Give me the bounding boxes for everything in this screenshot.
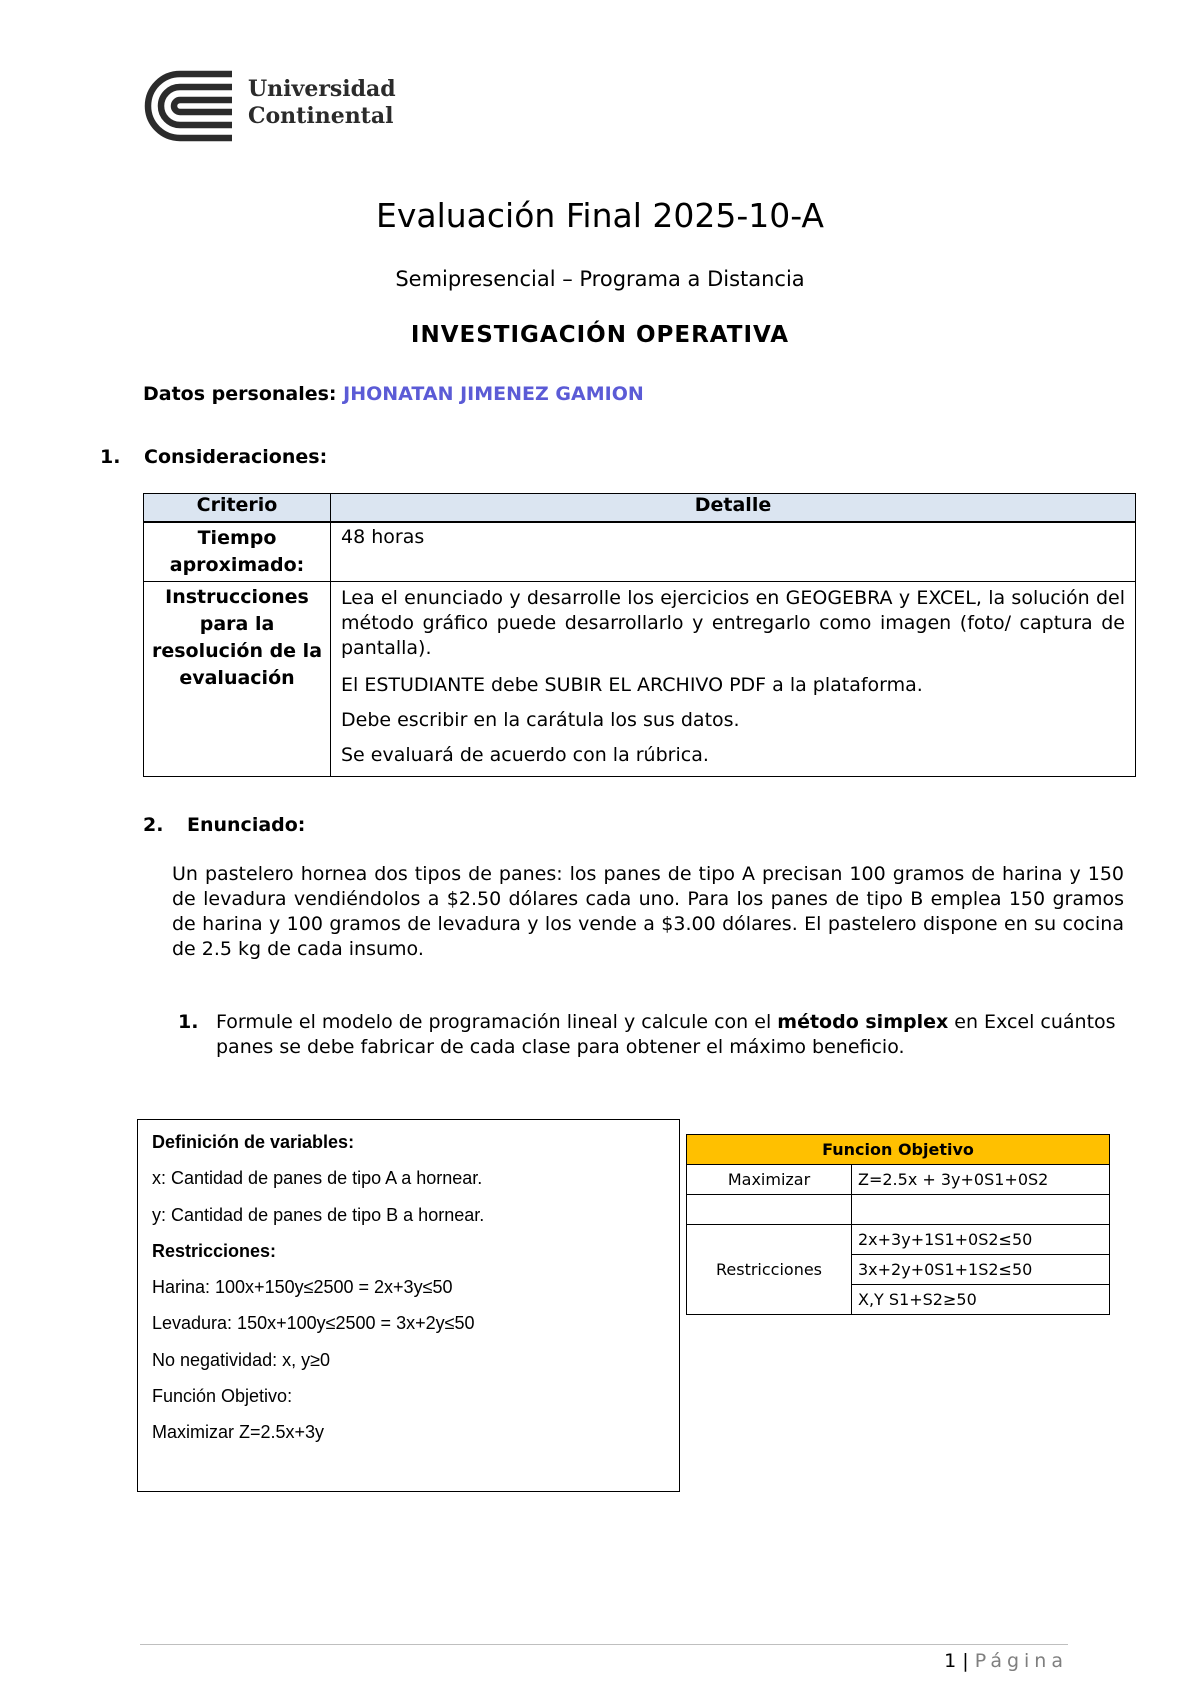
restrictions-title: Restricciones:	[152, 1240, 277, 1261]
section-title: Consideraciones:	[144, 446, 328, 468]
restrictions-label: Restricciones	[687, 1225, 852, 1315]
empty-cell	[687, 1195, 852, 1225]
question-1	[178, 1010, 1124, 1060]
restriction-harina: Harina: 100x+150y≤2500 = 2x+3y≤50	[152, 1277, 453, 1298]
detalle-cell	[331, 581, 1136, 776]
restriction-levadura: Levadura: 150x+100y≤2500 = 3x+2y≤50	[152, 1313, 475, 1334]
table-row	[144, 581, 1136, 776]
page-footer	[930, 1650, 1068, 1672]
logo-line-2: Continental	[248, 103, 394, 129]
section-consideraciones	[100, 446, 327, 468]
page-title: Evaluación Final 2025-10-A	[376, 196, 824, 235]
criterio-cell: Instrucciones para la resolución de la evaluación	[144, 581, 331, 776]
header-criterio: Criterio	[144, 494, 331, 522]
header-detalle: Detalle	[331, 494, 1136, 522]
detalle-paragraph: Lea el enunciado y desarrolle los ejercicios en GEOGEBRA y EXCEL, la solución del método gráfico puede desarrollarlo y entregarlo como imagen (foto/ captura de pantalla).	[341, 586, 1125, 659]
empty-cell	[852, 1195, 1110, 1225]
question-text-part: Formule el modelo de programación lineal y calcule con el	[216, 1011, 778, 1033]
table-row	[687, 1165, 1110, 1195]
detalle-paragraph: El ESTUDIANTE debe SUBIR EL ARCHIVO PDF a la plataforma.	[341, 673, 923, 696]
personal-label: Datos personales:	[143, 383, 337, 405]
fo-header: Funcion Objetivo	[687, 1135, 1110, 1165]
criterio-cell: Tiempo aproximado:	[144, 522, 331, 582]
section-enunciado	[143, 814, 305, 836]
footer-separator: |	[962, 1650, 969, 1672]
logo-mark-icon	[142, 70, 238, 142]
maximize-value: Z=2.5x + 3y+0S1+0S2	[852, 1165, 1110, 1195]
question-number: 1.	[178, 1011, 199, 1033]
table-row	[687, 1225, 1110, 1255]
fo-header-row	[687, 1135, 1110, 1165]
logo-text	[248, 76, 396, 130]
maximize-label: Maximizar	[687, 1165, 852, 1195]
footer-divider	[140, 1644, 1068, 1645]
page-label: Página	[974, 1650, 1068, 1672]
objective-title: Función Objetivo:	[152, 1386, 293, 1407]
table-row	[687, 1195, 1110, 1225]
detalle-paragraph: Debe escribir en la carátula los sus datos.	[341, 708, 740, 731]
section-title: Enunciado:	[187, 814, 306, 836]
detalle-paragraph: Se evaluará de acuerdo con la rúbrica.	[341, 743, 709, 766]
detalle-cell	[331, 522, 1136, 582]
table-header-row	[144, 494, 1136, 522]
restriction-2: 3x+2y+0S1+1S2≤50	[852, 1255, 1110, 1285]
personal-data	[143, 383, 644, 405]
objective-function: Maximizar Z=2.5x+3y	[152, 1422, 325, 1443]
question-text-bold: método simplex	[777, 1011, 949, 1033]
course-title: INVESTIGACIÓN OPERATIVA	[410, 322, 790, 348]
definitions-box	[137, 1119, 680, 1492]
problem-statement: Un pastelero hornea dos tipos de panes: los panes de tipo A precisan 100 gramos de harina y 150 de levadura vendiéndolos a $2.50 dólares cada uno. Para los panes de tipo B emplea 150 gramos de harina y 100 gramos de levadura y los vende a $3.00 dólares. El pastelero dispone en su cocina de 2.5 kg de cada insumo.	[172, 863, 1124, 960]
restriction-3: X,Y S1+S2≥50	[852, 1285, 1110, 1315]
detalle-text: 48 horas	[341, 525, 425, 548]
student-name: JHONATAN JIMENEZ GAMION	[343, 383, 644, 405]
page-subtitle: Semipresencial – Programa a Distancia	[395, 267, 805, 291]
logo-line-1: Universidad	[248, 76, 396, 102]
section-number: 2.	[143, 814, 164, 836]
variable-x: x: Cantidad de panes de tipo A a hornear.	[152, 1168, 483, 1189]
objective-function-table	[686, 1134, 1110, 1315]
page-number: 1	[944, 1650, 957, 1672]
table-row	[144, 522, 1136, 582]
question-text	[216, 1010, 1124, 1060]
variable-y: y: Cantidad de panes de tipo B a hornear.	[152, 1204, 485, 1225]
considerations-table	[143, 493, 1136, 777]
definitions-title: Definición de variables:	[152, 1132, 355, 1152]
section-number: 1.	[100, 446, 121, 468]
restriction-1: 2x+3y+1S1+0S2≤50	[852, 1225, 1110, 1255]
university-logo	[142, 70, 402, 142]
question-text-part: en Excel cuántos panes se debe fabricar de cada clase para obtener el máximo beneficio.	[216, 1011, 1116, 1058]
restriction-nonnegativity: No negatividad: x, y≥0	[152, 1349, 330, 1370]
